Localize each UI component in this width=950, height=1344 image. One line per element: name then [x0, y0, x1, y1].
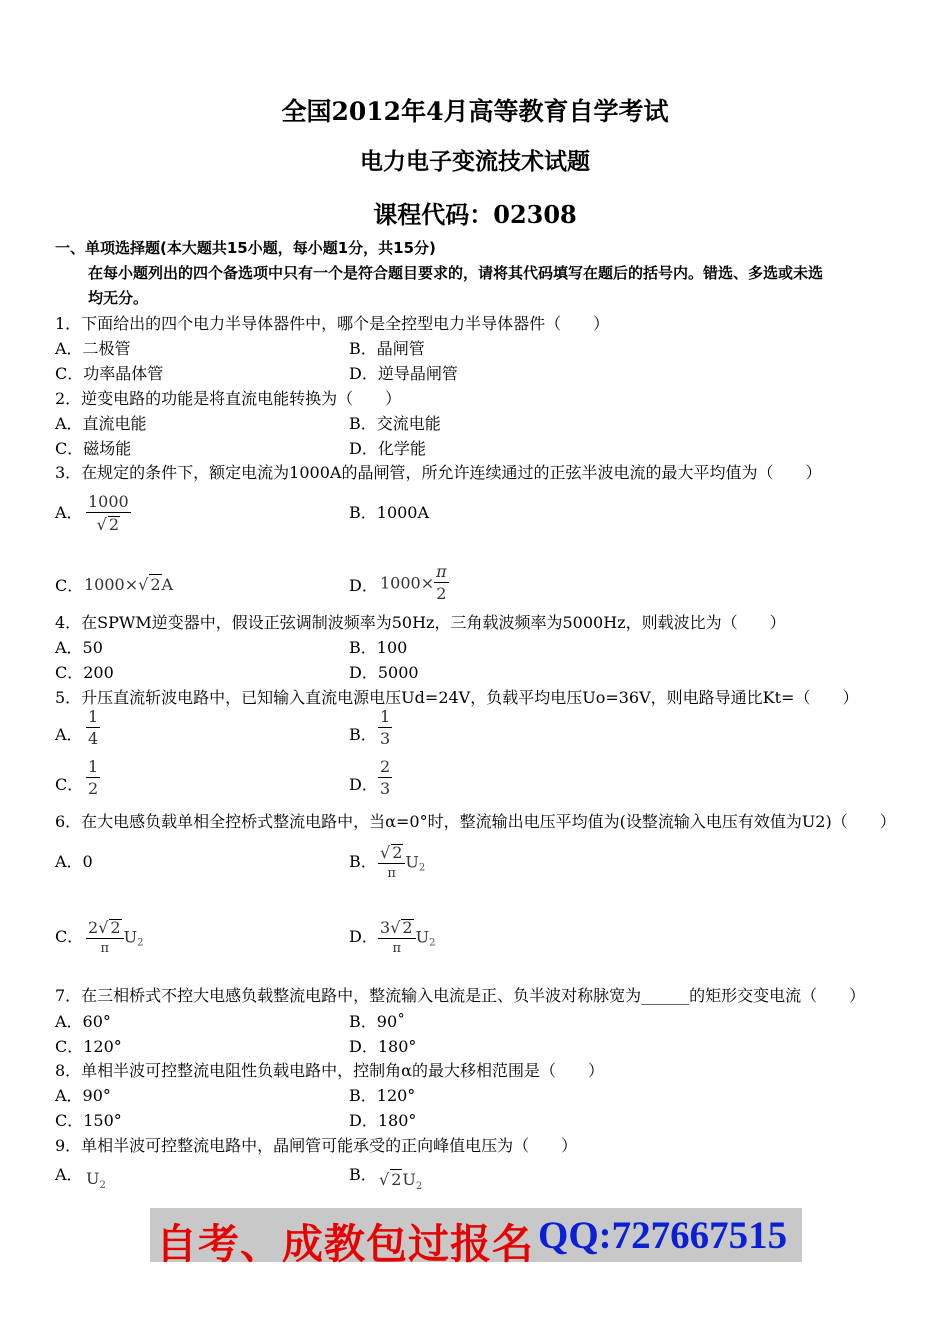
sqrt-symbol: √: [98, 918, 109, 937]
section-instruction-line2: 均无分。: [88, 289, 149, 307]
variable-u: U: [402, 1170, 416, 1189]
question-2-option-b: B．交流电能: [349, 414, 441, 433]
coefficient: 3: [380, 918, 391, 937]
fraction-denominator: π: [100, 941, 110, 956]
question-5-option-d-label: D．: [349, 775, 378, 794]
radicand: 2: [402, 918, 413, 937]
subscript: 2: [429, 937, 436, 949]
coefficient: 2: [88, 918, 99, 937]
question-6-option-b-label: B．: [349, 852, 377, 871]
question-3-option-d-expression: [380, 564, 449, 602]
radicand: 2: [392, 843, 403, 862]
variable-u: U: [415, 927, 430, 947]
question-3-stem: 3．在规定的条件下，额定电流为1000A的晶闸管，所允许连续通过的正弦半波电流的最大平均值为（ ）: [55, 463, 822, 482]
question-7-option-c: C．120°: [55, 1037, 122, 1056]
question-8-option-d: D．180°: [349, 1111, 417, 1130]
sqrt-symbol: √: [390, 918, 401, 937]
fraction-denominator: 3: [380, 779, 391, 798]
question-1-option-c: C．功率晶体管: [55, 364, 164, 383]
question-2-option-c: C．磁场能: [55, 439, 132, 458]
question-2-option-a: A．直流电能: [55, 414, 147, 433]
fraction-denominator: 2: [436, 584, 447, 603]
question-7-option-b: B．90˚: [349, 1012, 406, 1031]
question-8-option-c: C．150°: [55, 1111, 122, 1130]
exam-title: 全国2012年4月高等教育自学考试: [281, 97, 669, 126]
question-8-option-b: B．120°: [349, 1086, 416, 1105]
question-3-option-d-label: D．: [349, 576, 378, 595]
question-8-stem: 8．单相半波可控整流电阻性负载电路中，控制角α的最大移相范围是（ ）: [55, 1061, 604, 1080]
question-9-stem: 9．单相半波可控整流电路中，晶闸管可能承受的正向峰值电压为（ ）: [55, 1136, 578, 1155]
question-1-option-d: D．逆导晶闸管: [349, 364, 458, 383]
question-1-stem: 1．下面给出的四个电力半导体器件中，哪个是全控型电力半导体器件（ ）: [55, 314, 610, 333]
unit: A: [161, 575, 174, 594]
question-8-option-a: A．90°: [55, 1086, 111, 1105]
question-4-option-a: A．50: [55, 638, 103, 657]
question-5-option-a-label: A．: [55, 725, 83, 744]
question-6-option-a: A．0: [55, 852, 93, 871]
fraction-numerator: 1: [88, 757, 99, 776]
radicand: 2: [391, 1170, 402, 1189]
question-9-option-b-expression: [379, 1169, 422, 1192]
fraction-numerator: π: [436, 562, 447, 581]
variable-u: U: [123, 927, 138, 947]
radicand: 2: [110, 918, 121, 937]
question-3-option-c-label: C．: [55, 576, 84, 595]
question-5-option-b-label: B．: [349, 725, 377, 744]
question-2-option-d: D．化学能: [349, 439, 426, 458]
question-3-option-c-expression: [84, 574, 173, 594]
question-6-option-b-expression: [378, 844, 425, 880]
expression-prefix: 1000×: [380, 573, 435, 593]
section-instruction-line1: 在每小题列出的四个备选项中只有一个是符合题目要求的，请将其代码填写在题后的括号内。错选、多选或未选: [88, 264, 824, 282]
question-9-option-a-expression: [86, 1169, 106, 1191]
question-2-stem: 2．逆变电路的功能是将直流电能转换为（ ）: [55, 389, 402, 408]
question-4-stem: 4．在SPWM逆变器中，假设正弦调制波频率为50Hz，三角载波频率为5000Hz，则载波比为（ ）: [55, 613, 786, 632]
radicand: 2: [108, 515, 120, 534]
sqrt-symbol: √: [380, 843, 391, 862]
fraction-numerator: 1: [380, 707, 391, 726]
question-3-option-a-fraction: [86, 494, 131, 533]
course-code: 课程代码：02308: [373, 200, 577, 229]
question-4-option-b: B．100: [349, 638, 408, 657]
subscript: 2: [415, 1181, 423, 1192]
subscript: 2: [137, 937, 144, 949]
question-5-option-c-fraction: [86, 759, 100, 797]
question-5-option-d-fraction: [378, 759, 392, 797]
question-6-stem: 6．在大电感负载单相全控桥式整流电路中，当α=0°时，整流输出电压平均值为(设整流输入电压有效值为U2)（ ）: [55, 812, 896, 831]
question-1-option-b: B．晶闸管: [349, 339, 425, 358]
sqrt-symbol: √: [379, 1170, 390, 1189]
subscript: 2: [418, 862, 426, 874]
question-9-option-a-label: A．: [55, 1165, 83, 1184]
fraction-denominator: 3: [380, 729, 391, 748]
banner-chinese-text: 自考、成教包过报名: [156, 1220, 534, 1268]
question-6-option-d-label: D．: [349, 927, 378, 946]
variable-u: U: [86, 1169, 100, 1188]
subscript: 2: [99, 1180, 106, 1191]
question-6-option-c-label: C．: [55, 927, 84, 946]
question-3-option-a-label: A．: [55, 503, 83, 522]
fraction-denominator: π: [392, 941, 402, 956]
question-6-option-c-expression: [86, 919, 143, 955]
question-7-option-a: A．60°: [55, 1012, 111, 1031]
fraction-numerator: 1: [88, 707, 99, 726]
question-4-option-d: D．5000: [349, 663, 419, 682]
question-5-stem: 5．升压直流斩波电路中，已知输入直流电源电压Ud=24V，负载平均电压Uo=36V，则电路导通比Kt=（ ）: [55, 688, 859, 707]
section-heading: 一、单项选择题(本大题共15小题，每小题1分，共15分): [55, 239, 436, 257]
advertisement-banner: [150, 1208, 802, 1268]
sqrt-symbol: √: [96, 515, 107, 534]
radicand: 2: [150, 575, 161, 594]
question-3-option-b: B．1000A: [349, 503, 430, 522]
fraction-numerator: 1000: [88, 492, 129, 511]
question-4-option-c: C．200: [55, 663, 114, 682]
question-5-option-c-label: C．: [55, 775, 84, 794]
question-7-option-d: D．180°: [349, 1037, 417, 1056]
question-9-option-b-label: B．: [349, 1165, 377, 1184]
question-6-option-d-expression: [378, 919, 435, 955]
fraction-denominator: π: [387, 866, 396, 881]
question-5-option-b-fraction: [378, 709, 392, 747]
sqrt-symbol: √: [138, 575, 149, 594]
variable-u: U: [405, 852, 419, 872]
banner-qq-text: QQ:727667515: [538, 1214, 788, 1257]
fraction-denominator: 2: [88, 779, 99, 798]
fraction-denominator: 4: [88, 729, 99, 748]
fraction-numerator: 2: [380, 757, 391, 776]
subject-title: 电力电子变流技术试题: [360, 148, 590, 175]
question-7-stem: 7．在三相桥式不控大电感负载整流电路中，整流输入电流是正、负半波对称脉宽为______的矩形交变电流（ ）: [55, 986, 866, 1005]
expression-prefix: 1000×: [84, 575, 139, 594]
question-1-option-a: A．二极管: [55, 339, 131, 358]
question-5-option-a-fraction: [86, 709, 100, 747]
